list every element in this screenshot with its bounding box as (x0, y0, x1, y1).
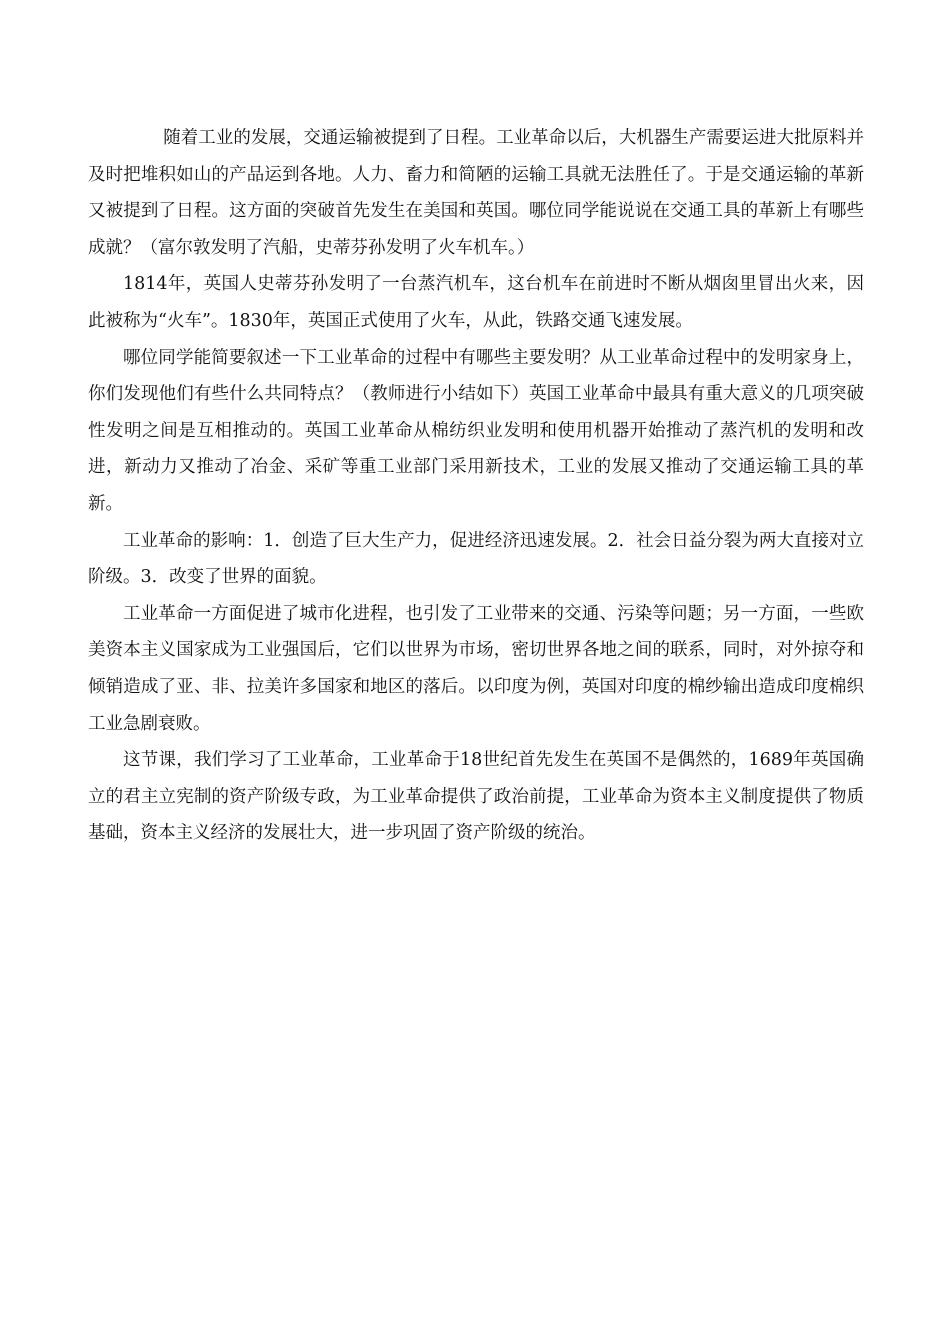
paragraph-urbanization-effects: 工业革命一方面促进了城市化进程，也引发了工业带来的交通、污染等问题；另一方面，一些欧美资本主义国家成为工业强国后，它们以世界为市场，密切世界各地之间的联系，同时，对外掠夺和倾销造成了亚、非、拉美许多国家和地区的落后。以印度为例，英国对印度的棉纱输出造成印度棉织工业急剧衰败。 (88, 603, 864, 734)
paragraph-lesson-conclusion: 这节课，我们学习了工业革命，工业革命于18世纪首先发生在英国不是偶然的，1689年英国确立的君主立宪制的资产阶级专政，为工业革命提供了政治前提，工业革命为资本主义制度提供了物质基础，资本主义经济的发展壮大，进一步巩固了资产阶级的统治。 (88, 750, 864, 844)
document-page (88, 120, 864, 852)
paragraph-stephenson-train: 1814年，英国人史蒂芬孙发明了一台蒸汽机车，这台机车在前进时不断从烟囱里冒出火来，因此被称为“火车”。1830年，英国正式使用了火车，从此，铁路交通飞速发展。 (88, 274, 864, 331)
paragraph-inventions-summary: 哪位同学能简要叙述一下工业革命的过程中有哪些主要发明？从工业革命过程中的发明家身上，你们发现他们有些什么共同特点？（教师进行小结如下）英国工业革命中最具有重大意义的几项突破性发明之间是互相推动的。英国工业革命从棉纺织业发明和使用机器开始推动了蒸汽机的发明和改进，新动力又推动了冶金、采矿等重工业部门采用新技术，工业的发展又推动了交通运输工具的革新。 (88, 347, 864, 514)
paragraph-transport-innovation: 随着工业的发展，交通运输被提到了日程。工业革命以后，大机器生产需要运进大批原料并及时把堆积如山的产品运到各地。人力、畜力和简陋的运输工具就无法胜任了。于是交通运输的革新又被提到了日程。这方面的突破首先发生在美国和英国。哪位同学能说说在交通工具的革新上有哪些成就？（富尔敦发明了汽船，史蒂芬孙发明了火车机车。） (88, 128, 864, 258)
paragraph-revolution-impact: 工业革命的影响：1．创造了巨大生产力，促进经济迅速发展。2．社会日益分裂为两大直接对立阶级。3．改变了世界的面貌。 (88, 530, 864, 588)
